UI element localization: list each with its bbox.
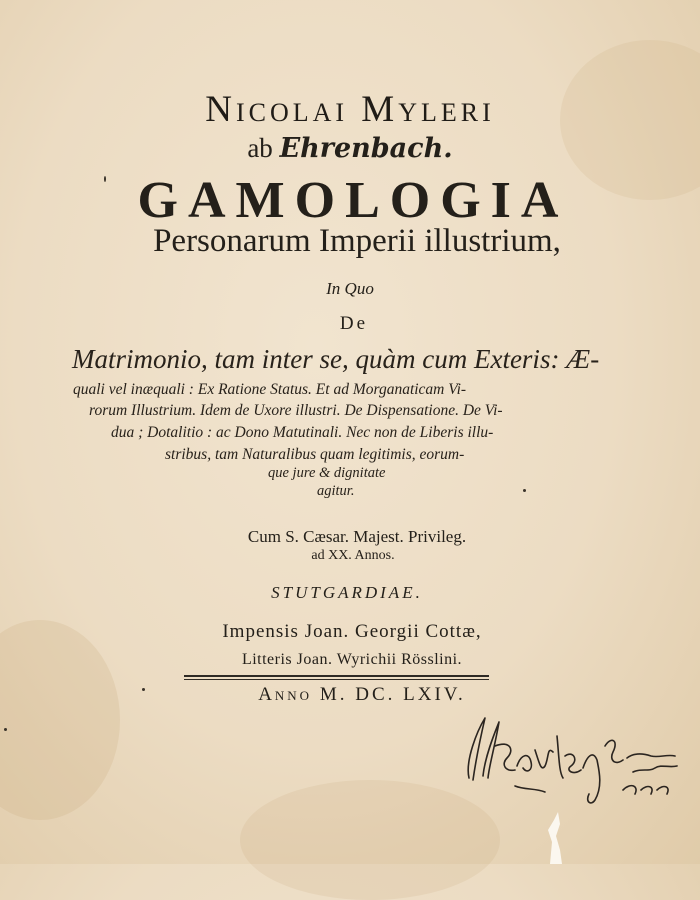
- divider-rule: [184, 675, 489, 677]
- paper-stain: [0, 620, 120, 820]
- body-line: stribus, tam Naturalibus quam legitimis, eorum-: [165, 446, 465, 463]
- body-line: que jure & dignitate: [268, 465, 386, 481]
- paper-tear: [540, 812, 568, 864]
- body-line: agitur.: [317, 483, 355, 499]
- book-subtitle: Personarum Imperii illustrium,: [153, 223, 561, 259]
- ink-speck: [523, 489, 526, 492]
- imprint-year: Anno M. DC. LXIV.: [258, 684, 466, 705]
- handwritten-signature: [455, 706, 695, 816]
- author-place: Ehrenbach.: [279, 133, 453, 164]
- author-origin: [0, 133, 700, 164]
- body-line: quali vel inæquali : Ex Ratione Status. Et ad Morganaticam Vi-: [73, 381, 467, 398]
- book-title: GAMOLOGIA: [137, 172, 569, 229]
- body-line: Matrimonio, tam inter se, quàm cum Exteris: Æ-: [72, 344, 600, 374]
- publisher-line: Impensis Joan. Georgii Cottæ,: [222, 621, 482, 642]
- privilege-line: Cum S. Cæsar. Majest. Privileg.: [247, 527, 467, 546]
- author-name: Nicolai Myleri: [205, 89, 495, 130]
- printer-line: Litteris Joan. Wyrichii Rösslini.: [241, 651, 463, 668]
- in-quo-label: In Quo: [326, 279, 374, 298]
- divider-rule: [184, 679, 489, 680]
- body-line: dua ; Dotalitio : ac Dono Matutinali. Nec non de Liberis illu-: [111, 424, 494, 441]
- body-line: rorum Illustrium. Idem de Uxore illustri. De Dispensatione. De Vi-: [89, 402, 503, 419]
- privilege-years: ad XX. Annos.: [311, 548, 395, 563]
- ink-speck: [104, 176, 106, 182]
- ink-speck: [142, 688, 145, 691]
- de-label: De: [339, 313, 369, 334]
- imprint-city: STUTGARDIAE.: [271, 583, 423, 602]
- author-prefix: ab: [247, 133, 273, 163]
- ink-speck: [4, 728, 7, 731]
